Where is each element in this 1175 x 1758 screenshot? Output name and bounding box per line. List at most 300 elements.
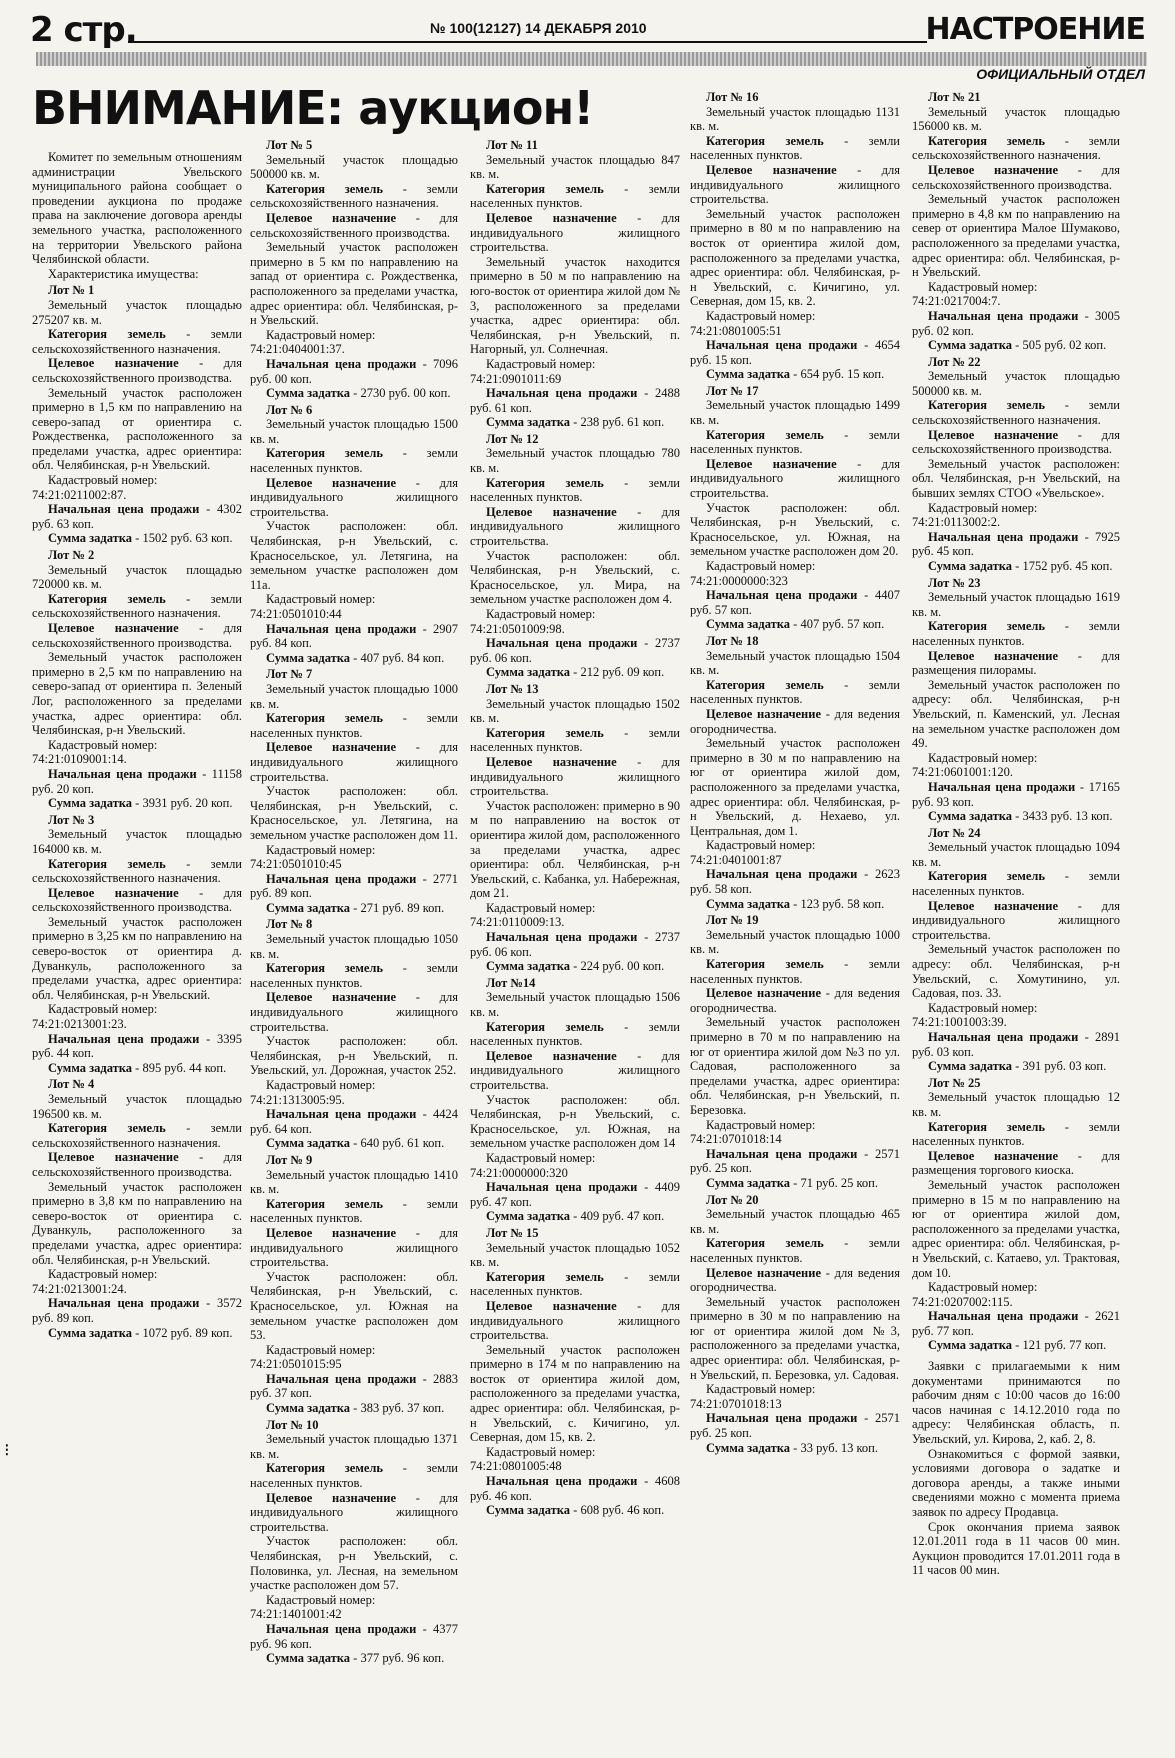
lot-category: Категория земель - земли населенных пунктов. — [470, 1019, 680, 1049]
category-label: Категория земель — [928, 133, 1046, 148]
lot-deposit: Сумма задатка - 3433 руб. 13 коп. — [928, 809, 1113, 824]
cadastral-label: Кадастровый номер: — [928, 1280, 1038, 1295]
category-label: Категория земель — [48, 591, 166, 606]
category-label: Категория земель — [486, 475, 604, 490]
deposit-label: Сумма задатка — [928, 1059, 1013, 1074]
lot-title: Лот № 1 — [48, 283, 95, 298]
lot-title: Лот № 13 — [486, 681, 539, 696]
category-label: Категория земель — [48, 327, 166, 342]
lot-deposit: Сумма задатка - 3931 руб. 20 коп. — [48, 796, 233, 811]
print-mark-icon: ⁝ — [4, 1440, 10, 1460]
lot-deposit: Сумма задатка - 212 руб. 09 коп. — [486, 665, 665, 680]
category-value: земли населенных пунктов. — [470, 1269, 680, 1299]
lot-category: Категория земель - земли населенных пунктов. — [690, 1236, 900, 1265]
deposit-label: Сумма задатка — [706, 367, 791, 382]
category-value: земли населенных пунктов. — [470, 181, 680, 211]
purpose-label: Целевое назначение — [486, 1048, 617, 1063]
lot-title: Лот № 21 — [928, 90, 981, 104]
lot-deposit: Сумма задатка - 33 руб. 13 коп. — [706, 1440, 879, 1455]
lot-location: Участок расположен: обл. Челябинская, р-н Увельский, с. Половинка, ул. Лесная, на земельном участке расположен дом 57. — [250, 1534, 458, 1593]
lot-block — [912, 355, 1120, 574]
lot-area: Земельный участок площадью 780 кв. м. — [470, 446, 680, 476]
lot-price: Начальная цена продажи - 7925 руб. 45 коп. — [912, 529, 1120, 559]
price-label: Начальная цена продажи — [48, 766, 197, 781]
lot-title: Лот № 25 — [928, 1075, 981, 1090]
purpose-label: Целевое назначение — [706, 986, 822, 1001]
lot-purpose: Целевое назначение - для индивидуального жилищного строительства. — [690, 162, 900, 207]
category-label: Категория земель — [48, 856, 166, 871]
cadastral-label: Кадастровый номер: — [266, 592, 376, 607]
lot-block — [470, 432, 680, 680]
price-label: Начальная цена продажи — [266, 1621, 417, 1636]
deposit-value: 391 руб. 03 коп. — [1022, 1059, 1107, 1074]
purpose-label: Целевое назначение — [266, 1490, 397, 1505]
price-label: Начальная цена продажи — [48, 1031, 200, 1046]
price-label: Начальная цена продажи — [486, 386, 638, 401]
char-title: Характеристика имущества: — [48, 266, 199, 281]
price-value: 2771 руб. 89 коп. — [250, 871, 458, 901]
deposit-value: 3433 руб. 13 коп. — [1022, 809, 1113, 824]
category-value: земли населенных пунктов. — [912, 869, 1120, 899]
purpose-label: Целевое назначение — [928, 1148, 1059, 1163]
deposit-value: 407 руб. 84 коп. — [360, 650, 445, 665]
lot-deposit: Сумма задатка - 123 руб. 58 коп. — [706, 896, 885, 911]
cadastral-number: 74:21:0901011:69 — [470, 371, 562, 386]
lot-deposit: Сумма задатка - 238 руб. 61 коп. — [486, 415, 665, 430]
purpose-label: Целевое назначение — [928, 648, 1059, 663]
lot-title: Лот № 12 — [486, 431, 539, 446]
lot-price: Начальная цена продажи - 17165 руб. 93 коп. — [912, 779, 1120, 809]
lot-price: Начальная цена продажи - 4407 руб. 57 коп. — [690, 588, 900, 617]
cadastral-label: Кадастровый номер: — [266, 327, 376, 342]
lot-location: Земельный участок находится примерно в 50 м по направлению на юго-восток от ориентира жилой дом № 3, расположенного за пределами участка, адрес ориентира: обл. Челябинская, р-н Увельский, п. Нагорный, ул. Солнечная. — [470, 254, 680, 357]
column-4 — [690, 88, 900, 1696]
deposit-value: 505 руб. 02 коп. — [1022, 338, 1107, 353]
cadastral-number: 74:21:0207002:115. — [912, 1294, 1013, 1309]
lot-price: Начальная цена продажи - 2771 руб. 89 коп. — [250, 871, 458, 901]
lot-purpose: Целевое назначение - для сельскохозяйственного производства. — [250, 210, 458, 240]
deposit-label: Сумма задатка — [928, 559, 1013, 573]
lot-location: Участок расположен: обл. Челябинская, р-н Увельский, с. Красносельское, ул. Летягина, на земельном участке расположен дом 11. — [250, 784, 458, 842]
lot-deposit: Сумма задатка - 2730 руб. 00 коп. — [266, 386, 451, 401]
lot-area: Земельный участок площадью 1502 кв. м. — [470, 696, 680, 726]
price-value: 4424 руб. 64 коп. — [250, 1107, 458, 1136]
lot-category: Категория земель - земли сельскохозяйственного назначения. — [32, 1121, 242, 1150]
price-label: Начальная цена продажи — [266, 621, 417, 636]
category-label: Категория земель — [266, 711, 384, 726]
lot-block — [250, 403, 458, 666]
department-label: ОФИЦИАЛЬНЫЙ ОТДЕЛ — [976, 66, 1145, 82]
lot-title: Лот № 16 — [706, 90, 759, 104]
lot-title: Лот № 4 — [48, 1077, 95, 1092]
deposit-value: 1502 руб. 63 коп. — [142, 531, 233, 546]
category-value: земли населенных пунктов. — [250, 1196, 458, 1226]
lot-category: Категория земель - земли населенных пунктов. — [470, 475, 680, 505]
lot-area: Земельный участок площадью 500000 кв. м. — [250, 152, 458, 182]
category-label: Категория земель — [706, 427, 824, 442]
cadastral-number: 74:21:1313005:95. — [250, 1092, 345, 1107]
lot-area: Земельный участок площадью 847 кв. м. — [470, 152, 680, 182]
lot-title: Лот № 5 — [266, 138, 313, 152]
purpose-label: Целевое назначение — [486, 754, 617, 769]
halftone-band — [36, 52, 1147, 66]
lot-category: Категория земель - земли населенных пунктов. — [690, 133, 900, 163]
lot-title: Лот № 3 — [48, 812, 95, 827]
price-value: 2571 руб. 25 коп. — [690, 1411, 900, 1441]
lot-purpose: Целевое назначение - для сельскохозяйственного производства. — [32, 356, 242, 385]
price-label: Начальная цена продажи — [706, 588, 858, 603]
lot-area: Земельный участок площадью 164000 кв. м. — [32, 827, 242, 856]
price-value: 4302 руб. 63 коп. — [32, 502, 242, 531]
lot-price: Начальная цена продажи - 2571 руб. 25 коп. — [690, 1146, 900, 1176]
category-value: земли населенных пунктов. — [250, 961, 458, 990]
deposit-label: Сумма задатка — [266, 650, 351, 665]
column-3 — [470, 136, 680, 1744]
purpose-value: для сельскохозяйственного производства. — [250, 210, 458, 240]
lot-deposit: Сумма задатка - 895 руб. 44 коп. — [48, 1060, 227, 1075]
lot-title: Лот № 10 — [266, 1417, 319, 1432]
category-value: земли населенных пунктов. — [470, 1019, 680, 1049]
footer-applications: Заявки с прилагаемыми к ним документами принимаются по рабочим дням с 10:00 часов до 16:00 часов начиная с 14.12.2010 года по адресу: Челябинская область, п. Увельский, ул. Кирова, 2, каб. 2, 8. — [912, 1359, 1120, 1447]
lot-deposit: Сумма задатка - 1502 руб. 63 коп. — [48, 531, 233, 546]
category-label: Категория земель — [48, 1121, 166, 1136]
cadastral-label: Кадастровый номер: — [48, 473, 158, 488]
purpose-label: Целевое назначение — [706, 456, 837, 471]
lot-location: Участок расположен: обл. Челябинская, р-н Увельский, с. Красносельское, ул. Южная на земельном участке расположен дом 53. — [250, 1269, 458, 1343]
category-label: Категория земель — [266, 446, 384, 461]
lot-location: Земельный участок расположен: обл. Челябинская, р-н Увельский, на бывших землях СТОО «Увельское». — [912, 456, 1120, 501]
purpose-value: для индивидуального жилищного строительства. — [470, 504, 680, 549]
lot-block — [690, 384, 900, 632]
lot-block — [32, 1077, 242, 1340]
lot-block — [250, 667, 458, 915]
lot-title: Лот № 23 — [928, 575, 981, 590]
cadastral-number: 74:21:0501015:95 — [250, 1357, 342, 1372]
purpose-label: Целевое назначение — [48, 885, 179, 900]
lot-price: Начальная цена продажи - 11158 руб. 20 коп. — [32, 766, 242, 796]
cadastral-number: 74:21:0110009:13. — [470, 915, 565, 930]
lot-deposit: Сумма задатка - 1752 руб. 45 коп. — [928, 559, 1113, 573]
lot-block — [250, 138, 458, 401]
deposit-value: 608 руб. 46 коп. — [580, 1503, 665, 1518]
cadastral-number: 74:21:0701018:14 — [690, 1132, 782, 1147]
price-value: 4377 руб. 96 коп. — [250, 1621, 458, 1651]
lot-purpose: Целевое назначение - для индивидуального жилищного строительства. — [250, 1490, 458, 1534]
category-value: земли населенных пунктов. — [250, 446, 458, 476]
category-label: Категория земель — [266, 961, 384, 976]
deposit-value: 640 руб. 61 коп. — [360, 1136, 445, 1151]
lot-price: Начальная цена продажи - 2883 руб. 37 коп. — [250, 1371, 458, 1401]
deposit-label: Сумма задатка — [706, 896, 791, 911]
lot-price: Начальная цена продажи - 2737 руб. 06 коп. — [470, 930, 680, 959]
lot-block — [912, 576, 1120, 824]
deposit-value: 71 руб. 25 коп. — [800, 1175, 879, 1190]
cadastral-label: Кадастровый номер: — [48, 737, 158, 752]
price-value: 4407 руб. 57 коп. — [690, 588, 900, 617]
cadastral-number: 74:21:0501010:44 — [250, 607, 342, 621]
lot-category: Категория земель - земли населенных пунктов. — [912, 1119, 1120, 1149]
lot-category: Категория земель - земли сельскохозяйственного назначения. — [912, 133, 1120, 163]
category-value: земли сельскохозяйственного назначения. — [912, 398, 1120, 428]
lot-deposit: Сумма задатка - 654 руб. 15 коп. — [706, 367, 885, 382]
lot-deposit: Сумма задатка - 377 руб. 96 коп. — [266, 1651, 445, 1666]
deposit-label: Сумма задатка — [266, 386, 351, 401]
lot-title: Лот № 18 — [706, 633, 759, 648]
lot-price: Начальная цена продажи - 3572 руб. 89 коп. — [32, 1296, 242, 1325]
category-value: земли сельскохозяйственного назначения. — [32, 591, 242, 621]
category-label: Категория земель — [486, 1269, 604, 1284]
purpose-value: для ведения огородничества. — [690, 706, 900, 736]
lot-location: Земельный участок расположен примерно в 1,5 км по направлению на северо-запад от ориентира с. Рождественка, расположенного за пределами участка, адрес ориентира: обл. Челябинская, р-н Увельский. — [32, 385, 242, 473]
lot-deposit: Сумма задатка - 608 руб. 46 коп. — [486, 1503, 665, 1518]
deposit-label: Сумма задатка — [706, 1440, 791, 1455]
lot-block — [912, 1076, 1120, 1353]
cadastral-number: 74:21:1401001:42 — [250, 1607, 342, 1622]
purpose-value: для индивидуального жилищного строительства. — [690, 456, 900, 501]
lot-purpose: Целевое назначение - для индивидуального жилищного строительства. — [250, 475, 458, 519]
lot-block — [470, 682, 680, 974]
lot-area: Земельный участок площадью 1000 кв. м. — [690, 927, 900, 957]
lot-block — [32, 548, 242, 811]
lot-location: Земельный участок расположен примерно в 3,8 км по направлению на северо-восток от ориентира с. Дуванкуль, расположенного за пределами участка, адрес ориентира: обл. Челябинская, р-н Увельский. — [32, 1179, 242, 1267]
footer-deadline: Срок окончания приема заявок 12.01.2011 года в 11 часов 00 мин. Аукцион проводится 17.01.2011 года в 11 часов 00 мин. — [912, 1519, 1120, 1578]
price-label: Начальная цена продажи — [486, 1180, 638, 1195]
lot-deposit: Сумма задатка - 121 руб. 77 коп. — [928, 1338, 1107, 1353]
lot-area: Земельный участок площадью 1094 кв. м. — [912, 840, 1120, 869]
purpose-label: Целевое назначение — [48, 1150, 179, 1165]
price-value: 2621 руб. 77 коп. — [912, 1309, 1120, 1338]
deposit-value: 1752 руб. 45 коп. — [1022, 559, 1113, 573]
category-label: Категория земель — [928, 619, 1046, 634]
lot-location: Земельный участок расположен по адресу: обл. Челябинская, р-н Увельский, п. Каменский, ул. Лесная на земельном участке расположен дом 49. — [912, 677, 1120, 751]
cadastral-label: Кадастровый номер: — [266, 1342, 376, 1357]
lot-area: Земельный участок площадью 500000 кв. м. — [912, 369, 1120, 398]
lot-location: Участок расположен: обл. Челябинская, р-н Увельский, п. Увельский, ул. Дорожная, участок 252. — [250, 1034, 458, 1078]
price-label: Начальная цена продажи — [48, 502, 200, 517]
category-value: земли сельскохозяйственного назначения. — [912, 133, 1120, 163]
intro-text: Комитет по земельным отношениям администрации Увельского муниципального района сообщает о проведении аукциона по продаже права на заключение договора аренды земельного участка, расположенного на территории Увельского района Челябинской области. — [32, 150, 242, 267]
lot-block — [690, 90, 900, 382]
purpose-label: Целевое назначение — [266, 990, 397, 1005]
price-label: Начальная цена продажи — [706, 867, 858, 882]
lot-category: Категория земель - земли населенных пунктов. — [250, 1196, 458, 1226]
price-label: Начальная цена продажи — [706, 1146, 858, 1161]
purpose-value: для индивидуального жилищного строительства. — [250, 990, 458, 1034]
purpose-value: для сельскохозяйственного производства. — [32, 621, 242, 650]
lot-deposit: Сумма задатка - 383 руб. 37 коп. — [266, 1401, 445, 1416]
issue-info: № 100(12127) 14 ДЕКАБРЯ 2010 — [430, 20, 647, 36]
category-value: земли сельскохозяйственного назначения. — [32, 1121, 242, 1150]
cadastral-label: Кадастровый номер: — [706, 1382, 816, 1397]
lot-deposit: Сумма задатка - 1072 руб. 89 коп. — [48, 1325, 233, 1340]
deposit-value: 377 руб. 96 коп. — [360, 1651, 445, 1666]
cadastral-label: Кадастровый номер: — [486, 1150, 596, 1165]
cadastral-number: 74:21:0501010:45 — [250, 857, 342, 872]
lot-price: Начальная цена продажи - 3395 руб. 44 коп. — [32, 1031, 242, 1061]
purpose-label: Целевое назначение — [706, 706, 822, 721]
price-value: 4409 руб. 47 коп. — [470, 1180, 680, 1209]
lot-area: Земельный участок площадью 12 кв. м. — [912, 1090, 1120, 1119]
lot-category: Категория земель - земли сельскохозяйственного назначения. — [32, 591, 242, 621]
lot-title: Лот № 15 — [486, 1225, 539, 1240]
lot-category: Категория земель - земли населенных пунктов. — [250, 961, 458, 990]
deposit-value: 121 руб. 77 коп. — [1022, 1338, 1107, 1353]
category-label: Категория земель — [266, 1196, 384, 1211]
lot-title: Лот № 2 — [48, 548, 95, 563]
lot-block — [912, 90, 1120, 353]
lot-area: Земельный участок площадью 156000 кв. м. — [912, 104, 1120, 134]
cadastral-number: 74:21:0000000:323 — [690, 573, 788, 588]
deposit-label: Сумма задатка — [48, 796, 133, 811]
lot-location: Земельный участок расположен примерно в 80 м по направлению на восток от ориентира жилой дом, расположенного за пределами участка, адрес ориентира: обл. Челябинская, р-н Увельский, с. Кичигино, ул. Северная, дом 15, кв. 2. — [690, 206, 900, 309]
price-label: Начальная цена продажи — [928, 308, 1079, 323]
lot-price: Начальная цена продажи - 4302 руб. 63 коп. — [32, 502, 242, 531]
lot-category: Категория земель - земли населенных пунктов. — [690, 957, 900, 986]
lot-block — [912, 826, 1120, 1074]
lot-area: Земельный участок площадью 1000 кв. м. — [250, 681, 458, 711]
lot-category: Категория земель - земли населенных пунктов. — [250, 446, 458, 476]
lot-block — [250, 917, 458, 1151]
cadastral-number: 74:21:0801005:48 — [470, 1459, 562, 1474]
price-value: 2571 руб. 25 коп. — [690, 1146, 900, 1176]
purpose-label: Целевое назначение — [928, 162, 1059, 177]
lot-price: Начальная цена продажи - 4424 руб. 64 коп. — [250, 1107, 458, 1136]
lot-category: Категория земель - земли сельскохозяйственного назначения. — [32, 856, 242, 886]
lot-deposit: Сумма задатка - 71 руб. 25 коп. — [706, 1175, 879, 1190]
deposit-value: 407 руб. 57 коп. — [800, 617, 885, 632]
price-value: 4654 руб. 15 коп. — [690, 338, 900, 367]
lot-purpose: Целевое назначение - для размещения торгового киоска. — [912, 1148, 1120, 1178]
lot-location: Участок расположен: обл. Челябинская, р-н Увельский, с. Красносельское, ул. Мира, на земельном участке расположен дом 4. — [470, 548, 680, 607]
category-value: земли населенных пунктов. — [250, 1461, 458, 1491]
lot-area: Земельный участок площадью 275207 кв. м. — [32, 297, 242, 327]
deposit-label: Сумма задатка — [48, 1060, 133, 1075]
cadastral-label: Кадастровый номер: — [928, 1000, 1038, 1015]
deposit-label: Сумма задатка — [486, 959, 571, 974]
lot-location: Земельный участок расположен примерно в 174 м по направлению на восток от ориентира жилой дом, расположенного за пределами участка, адрес ориентира: обл. Челябинская, р-н Увельский, с. Кичигино, ул. Северная, дом 15, кв. 2. — [470, 1342, 680, 1445]
header-rule — [128, 41, 927, 43]
deposit-label: Сумма задатка — [486, 415, 571, 430]
deposit-label: Сумма задатка — [486, 1503, 571, 1518]
lot-location: Земельный участок расположен примерно в 5 км по направлению на запад от ориентира с. Рождественка, расположенного за пределами участка, адрес ориентира: обл. Челябинская, р-н Увельский. — [250, 240, 458, 328]
purpose-label: Целевое назначение — [928, 898, 1059, 913]
category-label: Категория земель — [706, 1236, 824, 1251]
deposit-value: 1072 руб. 89 коп. — [142, 1325, 233, 1340]
lot-area: Земельный участок площадью 1050 кв. м. — [250, 932, 458, 961]
deposit-label: Сумма задатка — [48, 531, 133, 546]
purpose-label: Целевое назначение — [706, 162, 837, 177]
lot-purpose: Целевое назначение - для сельскохозяйственного производства. — [32, 621, 242, 650]
price-value: 2623 руб. 58 коп. — [690, 867, 900, 897]
deposit-label: Сумма задатка — [486, 1209, 571, 1224]
deposit-label: Сумма задатка — [266, 1651, 351, 1666]
purpose-label: Целевое назначение — [48, 621, 179, 635]
price-value: 3572 руб. 89 коп. — [32, 1296, 242, 1325]
lot-location: Земельный участок расположен примерно в 15 м по направлению на юг от ориентира жилой дом, расположенного за пределами участка, адрес ориентира: обл. Челябинская, р-н Увельский, с. Катаево, ул. Трактовая, дом 10. — [912, 1177, 1120, 1280]
purpose-value: для сельскохозяйственного производства. — [912, 162, 1120, 192]
price-value: 7925 руб. 45 коп. — [912, 529, 1120, 559]
purpose-value: для индивидуального жилищного строительства. — [470, 754, 680, 799]
category-label: Категория земель — [486, 181, 604, 196]
lot-location: Земельный участок расположен по адресу: обл. Челябинская, р-н Увельский, с. Хомутинино, ул. Садовая, поз. 33. — [912, 942, 1120, 1001]
price-label: Начальная цена продажи — [706, 1411, 858, 1426]
lot-purpose: Целевое назначение - для индивидуального жилищного строительства. — [470, 754, 680, 799]
lot-purpose: Целевое назначение - для сельскохозяйственного производства. — [912, 162, 1120, 192]
lot-category: Категория земель - земли сельскохозяйственного назначения. — [912, 398, 1120, 428]
category-value: земли населенных пунктов. — [470, 475, 680, 505]
purpose-value: для сельскохозяйственного производства. — [32, 356, 242, 385]
lot-purpose: Целевое назначение - для индивидуального жилищного строительства. — [250, 740, 458, 784]
deposit-label: Сумма задатка — [266, 900, 351, 915]
lot-purpose: Целевое назначение - для индивидуального жилищного строительства. — [470, 1298, 680, 1343]
purpose-value: для индивидуального жилищного строительства. — [470, 1298, 680, 1343]
purpose-value: для ведения огородничества. — [690, 986, 900, 1015]
lot-purpose: Целевое назначение - для индивидуального жилищного строительства. — [690, 456, 900, 501]
price-value: 2883 руб. 37 коп. — [250, 1371, 458, 1401]
lot-block — [470, 1226, 680, 1518]
lot-purpose: Целевое назначение - для индивидуального жилищного строительства. — [250, 990, 458, 1034]
purpose-value: для индивидуального жилищного строительства. — [470, 1048, 680, 1092]
cadastral-label: Кадастровый номер: — [706, 308, 816, 323]
cadastral-number: 74:21:0601001:120. — [912, 765, 1014, 780]
lot-category: Категория земель - земли сельскохозяйственного назначения. — [32, 327, 242, 356]
lot-location: Участок расположен: примерно в 90 м по направлению на восток от ориентира жилой дом, расположенного за пределами участка, адрес ориентира: обл. Челябинская, р-н Увельский, с. Кабанка, ул. Набережная, дом 21. — [470, 798, 680, 901]
lot-area: Земельный участок площадью 196500 кв. м. — [32, 1092, 242, 1121]
lot-category: Категория земель - земли населенных пунктов. — [912, 619, 1120, 648]
category-value: земли населенных пунктов. — [250, 711, 458, 740]
category-value: земли населенных пунктов. — [912, 619, 1120, 648]
cadastral-label: Кадастровый номер: — [48, 1267, 158, 1282]
cadastral-number: 74:21:0701018:13 — [690, 1396, 782, 1411]
lot-purpose: Целевое назначение - для сельскохозяйственного производства. — [912, 427, 1120, 457]
purpose-label: Целевое назначение — [928, 427, 1059, 442]
category-label: Категория земель — [266, 181, 384, 196]
lot-title: Лот № 11 — [486, 138, 538, 152]
cadastral-label: Кадастровый номер: — [706, 1117, 816, 1132]
category-label: Категория земель — [928, 869, 1046, 884]
lot-location: Земельный участок расположен примерно в 3,25 км по направлению на северо-восток от ориентира д. Дуванкуль, расположенного за пределами участка, адрес ориентира: обл. Челябинская, р-н Увельский. — [32, 914, 242, 1002]
section-title: НАСТРОЕНИЕ — [925, 12, 1145, 47]
lot-price: Начальная цена продажи - 4654 руб. 15 коп. — [690, 338, 900, 367]
lot-title: Лот № 22 — [928, 354, 981, 369]
deposit-value: 224 руб. 00 коп. — [580, 959, 665, 974]
price-value: 3005 руб. 02 коп. — [912, 308, 1120, 338]
lot-purpose: Целевое назначение - для сельскохозяйственного производства. — [32, 885, 242, 915]
category-label: Категория земель — [928, 1119, 1046, 1134]
purpose-value: для индивидуального жилищного строительства. — [250, 1225, 458, 1270]
lot-title: Лот № 9 — [266, 1152, 313, 1167]
lot-location: Земельный участок расположен примерно в 70 м по направлению на юг от ориентира жилой дом №3 по ул. Садовая, расположенного за пределами участка, адрес ориентира: обл. Челябинская, р-н Увельский, п. Березовка. — [690, 1015, 900, 1117]
category-value: земли сельскохозяйственного назначения. — [32, 327, 242, 356]
category-value: земли сельскохозяйственного назначения. — [32, 856, 242, 886]
lot-category: Категория земель - земли населенных пунктов. — [690, 427, 900, 457]
lot-area: Земельный участок площадью 1131 кв. м. — [690, 104, 900, 134]
category-label: Категория земель — [706, 957, 824, 972]
lot-price: Начальная цена продажи - 2891 руб. 03 коп. — [912, 1030, 1120, 1059]
lot-title: Лот №14 — [486, 975, 536, 990]
lot-block — [690, 634, 900, 911]
price-value: 11158 руб. 20 коп. — [32, 766, 242, 796]
cadastral-number: 74:21:0217004:7. — [912, 294, 1001, 309]
lot-location: Участок расположен: обл. Челябинская, р-н Увельский, с. Красносельское, ул. Летягина, на земельном участке расположен дом 11а. — [250, 519, 458, 592]
lot-category: Категория земель - земли населенных пунктов. — [912, 869, 1120, 899]
category-label: Категория земель — [706, 133, 824, 148]
cadastral-label: Кадастровый номер: — [48, 1002, 158, 1017]
lot-price: Начальная цена продажи - 2488 руб. 61 коп. — [470, 386, 680, 415]
deposit-value: 238 руб. 61 коп. — [580, 415, 665, 430]
lot-area: Земельный участок площадью 720000 кв. м. — [32, 562, 242, 592]
purpose-label: Целевое назначение — [266, 210, 397, 225]
